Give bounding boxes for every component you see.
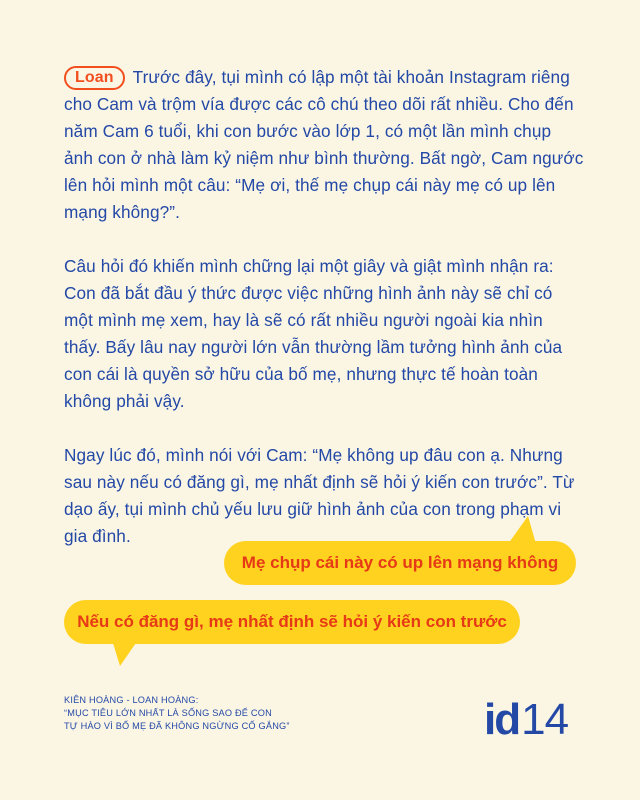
speech-bubble-tail-question [508, 516, 536, 544]
speaker-tag: Loan [64, 66, 125, 90]
article-credit [64, 694, 290, 733]
credit-line-1: KIÊN HOÀNG - LOAN HOÀNG: [64, 695, 199, 705]
logo-id-text: id [484, 695, 520, 744]
brand-logo [484, 692, 568, 742]
credit-line-2: “MỤC TIÊU LỚN NHẤT LÀ SỐNG SAO ĐỂ CON [64, 708, 272, 718]
speech-bubble-answer-text: Nếu có đăng gì, mẹ nhất định sẽ hỏi ý kiến con trước [77, 612, 507, 631]
paragraph-2: Câu hỏi đó khiến mình chững lại một giây và giật mình nhận ra: Con đã bắt đầu ý thức được việc những hình ảnh này sẽ chỉ có một mình mẹ xem, hay là sẽ có rất nhiều người ngoài kia nhìn thấy. Bấy lâu nay người lớn vẫn thường lầm tưởng hình ảnh của con cái là quyền sở hữu của bố mẹ, nhưng thực tế hoàn toàn không phải vậy. [64, 256, 563, 411]
speech-bubble-answer [64, 600, 520, 644]
logo-number: 14 [521, 695, 569, 744]
paragraph-3: Ngay lúc đó, mình nói với Cam: “Mẹ không up đâu con ạ. Nhưng sau này nếu có đăng gì, mẹ nhất định sẽ hỏi ý kiến con trước”. Từ dạo ấy, tụi mình chủ yếu lưu giữ hình ảnh của con trong phạm vi gia đình. [64, 445, 575, 546]
paragraph-1 [64, 64, 584, 226]
credit-line-3: TỰ HÀO VÌ BỐ MẸ ĐÃ KHÔNG NGỪNG CỐ GẮNG” [64, 721, 290, 731]
speech-bubble-question [224, 541, 576, 585]
paragraph-1-text: Trước đây, tụi mình có lập một tài khoản Instagram riêng cho Cam và trộm vía được các cô chú theo dõi rất nhiều. Cho đến năm Cam 6 tuổi, khi con bước vào lớp 1, có một lần mình chụp ảnh con ở nhà làm kỷ niệm như bình thường. Bất ngờ, Cam ngước lên hỏi mình một câu: “Mẹ ơi, thế mẹ chụp cái này mẹ có up lên mạng không?”. [64, 67, 584, 222]
speech-bubble-question-text: Mẹ chụp cái này có up lên mạng không [241, 553, 559, 572]
article-body [64, 64, 584, 577]
